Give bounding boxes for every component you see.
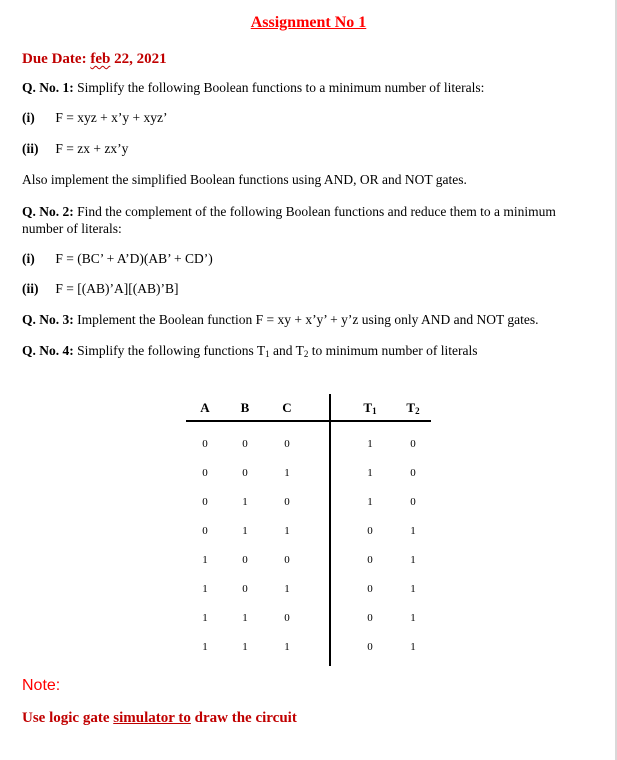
q4-text: Simplify the following functions $T_1$ and $T_2$ to minimum number of literals (77, 343, 478, 359)
table-cell: 0 (367, 554, 373, 566)
table-cell: 0 (284, 496, 290, 508)
footer-instruction (22, 710, 297, 727)
table-cell: 1 (284, 641, 290, 653)
table-cell: 0 (242, 583, 248, 595)
q1-item-1-num: (i) (22, 110, 35, 125)
q4-label: Q. No. 4: (22, 343, 74, 358)
q3-text: Implement the Boolean function F = xy + x’y’ + y’z using only AND and NOT gates. (77, 312, 539, 327)
q3-label: Q. No. 3: (22, 312, 74, 327)
q1-heading (22, 80, 484, 96)
table-cell: 1 (242, 641, 248, 653)
q2-item-2 (22, 281, 178, 297)
q1-extra: Also implement the simplified Boolean functions using AND, OR and NOT gates. (22, 172, 467, 187)
q2-item-2-num: (ii) (22, 281, 39, 296)
table-cell: 0 (242, 554, 248, 566)
q1-item-2 (22, 141, 128, 157)
table-cell: 0 (367, 641, 373, 653)
table-cell: 0 (367, 525, 373, 537)
due-date-day-year: 22, 2021 (114, 51, 167, 67)
note-label: Note: (22, 677, 61, 694)
footer-suffix: draw the circuit (190, 710, 297, 726)
table-cell: 1 (242, 496, 248, 508)
table-divider (329, 394, 331, 666)
table-cell: 1 (202, 641, 208, 653)
q2-label: Q. No. 2: (22, 204, 74, 219)
due-date-label: Due Date: (22, 51, 87, 67)
due-date (22, 51, 167, 68)
table-header-a: A (200, 400, 210, 415)
simulator-link[interactable]: simulator to (113, 710, 191, 726)
table-header-rule (186, 420, 431, 422)
table-cell: 1 (367, 467, 373, 479)
q2-item-1-expr: F = (BC’ + A’D)(AB’ + CD’) (55, 251, 213, 266)
table-header-c: C (282, 400, 292, 415)
table-cell: 1 (242, 612, 248, 624)
table-cell: 0 (242, 467, 248, 479)
table-header-b: B (240, 400, 250, 415)
table-cell: 1 (410, 554, 416, 566)
table-cell: 1 (202, 583, 208, 595)
table-cell: 1 (202, 612, 208, 624)
table-cell: 0 (367, 612, 373, 624)
table-cell: 0 (284, 554, 290, 566)
q2-item-2-expr: F = [(AB)’A][(AB)’B] (55, 281, 179, 296)
q1-item-2-expr: F = zx + zx’y (55, 141, 129, 156)
table-cell: 0 (367, 583, 373, 595)
q1-text: Simplify the following Boolean functions to a minimum number of literals: (77, 80, 485, 95)
table-cell: 0 (284, 438, 290, 450)
q2-text: Find the complement of the following Boolean functions and reduce them to a minimum number of literals: (22, 204, 556, 236)
table-cell: 0 (202, 467, 208, 479)
due-date-month: feb (90, 51, 111, 67)
table-cell: 0 (284, 612, 290, 624)
table-header-t1: $T_1$ (363, 400, 377, 416)
q2-item-1-num: (i) (22, 251, 35, 266)
table-cell: 1 (284, 583, 290, 595)
table-cell: 1 (202, 554, 208, 566)
q1-item-1-expr: F = xyz + x’y + xyz’ (55, 110, 168, 125)
page-title: Assignment No 1 (250, 14, 367, 31)
table-cell: 0 (410, 467, 416, 479)
q1-label: Q. No. 1: (22, 80, 74, 95)
truth-table (186, 394, 431, 666)
table-cell: 1 (242, 525, 248, 537)
footer-prefix: Use logic gate (22, 710, 114, 726)
table-cell: 0 (410, 438, 416, 450)
q1-item-2-num: (ii) (22, 141, 39, 156)
table-cell: 1 (410, 612, 416, 624)
table-cell: 1 (410, 641, 416, 653)
table-cell: 0 (202, 438, 208, 450)
table-cell: 1 (367, 438, 373, 450)
table-cell: 1 (410, 525, 416, 537)
q1-item-1 (22, 110, 167, 126)
table-cell: 1 (284, 525, 290, 537)
table-cell: 0 (202, 525, 208, 537)
table-cell: 0 (202, 496, 208, 508)
table-cell: 0 (242, 438, 248, 450)
q4-heading (22, 343, 477, 359)
q3-heading (22, 312, 539, 328)
table-cell: 1 (284, 467, 290, 479)
table-header-t2: $T_2$ (406, 400, 420, 416)
q2-item-1 (22, 251, 213, 267)
table-cell: 1 (410, 583, 416, 595)
table-cell: 0 (410, 496, 416, 508)
q2-heading (22, 203, 592, 237)
table-cell: 1 (367, 496, 373, 508)
